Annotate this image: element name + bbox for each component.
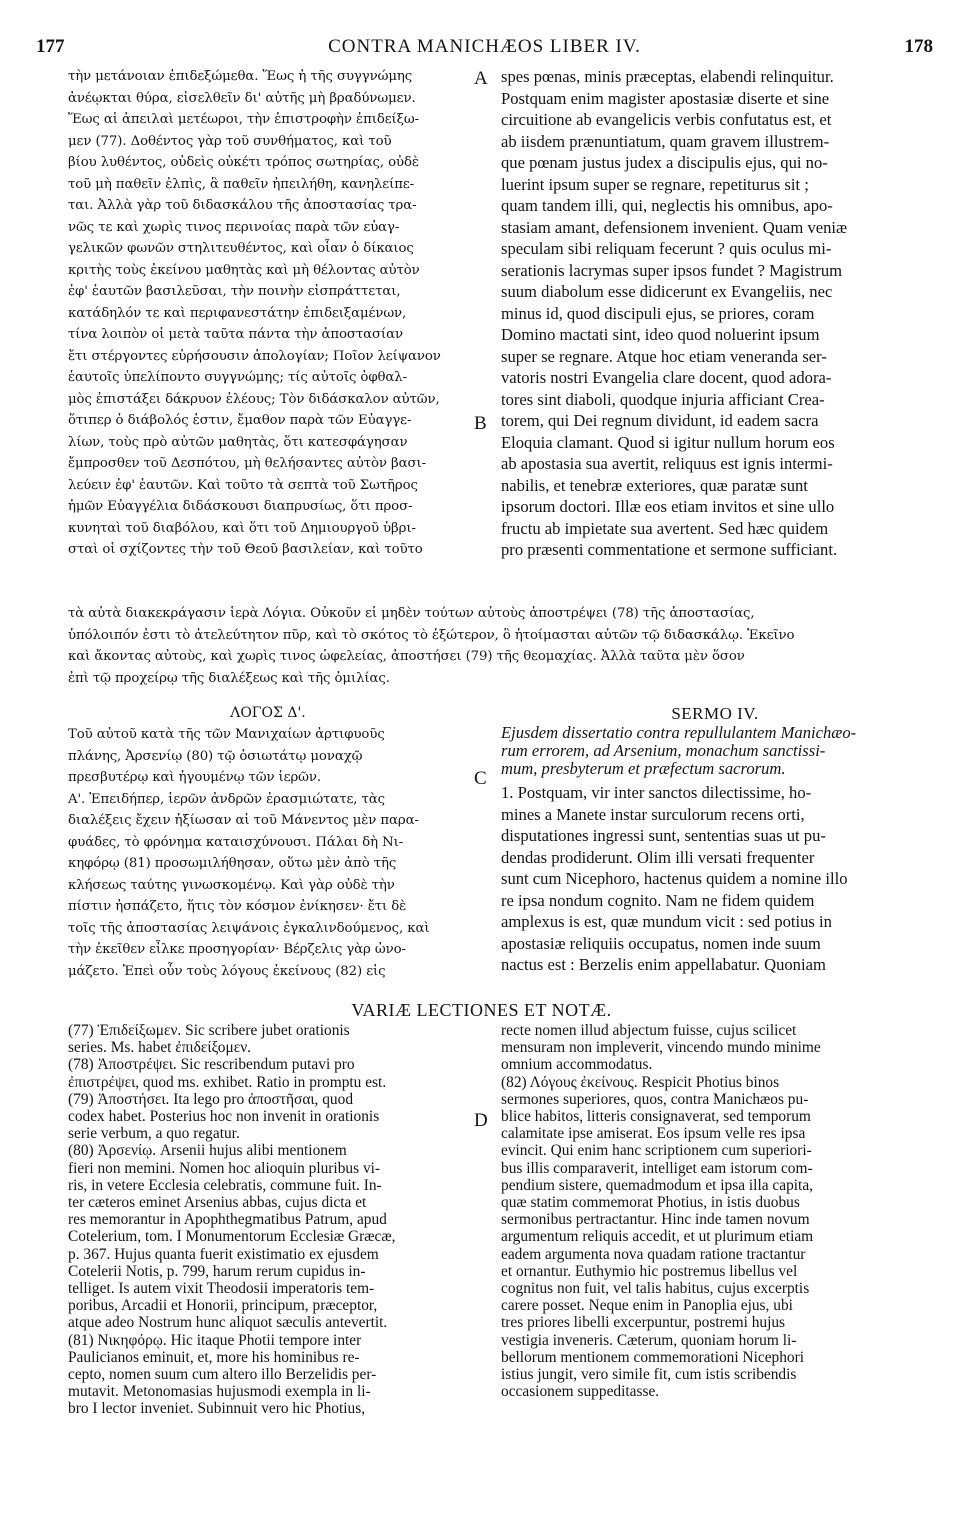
note-line: omnium accommodatus.	[501, 1056, 653, 1074]
latin-text-line: serationis lacrymas super ipsos fundet ? Magistrum	[501, 260, 843, 280]
latin-text-line: suum diabolum esse didicerunt ex Evangeliis, nec	[501, 282, 833, 301]
note-line: pendium sistere, quemadmodum et ipsa illa capita,	[501, 1176, 814, 1194]
latin-text-line: pro præsenti commentatione et sermone sufficiant.	[501, 540, 838, 559]
greek-text-line: διαλέξεις ἔχειν ἠξίωσαν αἱ τοῦ Μάνεντος μὲν παρα-	[68, 813, 419, 828]
note-line: p. 367. Hujus quanta fuerit existimatio ex ejusdem	[68, 1245, 379, 1263]
greek-subtitle-line: πλάνης, Ἀρσενίῳ (80) τῷ ὁσιωτάτῳ μοναχῷ	[68, 748, 363, 764]
notes-column-right	[501, 1022, 929, 1400]
greek-text-line: κατάδηλόν τε καὶ περιφανεστάτην ἐπιδειξαμένων,	[68, 305, 407, 321]
latin-text-line: nactus est : Berzelis enim appellabatur. Quoniam	[501, 955, 826, 974]
note-line: mensuram non impleverit, vincendo mundo minime	[501, 1039, 821, 1057]
latin-section-subtitle	[501, 724, 929, 778]
note-line: sermones superiores, quos, contra Manichæos pu-	[501, 1090, 809, 1108]
greek-full-width	[68, 603, 928, 689]
note-line: mutavit. Metonomasias hujusmodi exempla in li-	[68, 1383, 371, 1401]
latin-text-line: ab apostasia sua avertit, reliquus est ignis intermi-	[501, 454, 833, 473]
page-number-right: 178	[904, 36, 933, 57]
greek-text-line: μεν (77). Δοθέντος γὰρ τοῦ συνθήματος, καὶ τοῦ	[68, 133, 392, 149]
note-line: (79) Ἀποστήσει. Ita lego pro ἀποστῆσαι, quod	[68, 1090, 354, 1108]
latin-text-line: spes pœnas, minis præceptas, elabendi relinquitur.	[501, 67, 834, 86]
greek-text-line: τίνα λοιπὸν οἱ μετὰ ταῦτα πάντα τὴν ἀποστασίαν	[68, 327, 403, 342]
note-line: tres priores libelli excerpuntur, postremi hujus	[501, 1314, 786, 1332]
note-line: telliget. Is autem vixit Theodosii imperatoris tem-	[68, 1280, 375, 1298]
greek-text-line: βίου λυθέντος, οὐδεὶς οὐκέτι τρόπος σωτηρίας, οὐδὲ	[68, 155, 419, 170]
latin-text-line: amplexus is est, quæ mundum vicit : sed potius in	[501, 912, 832, 931]
note-line: quæ statim commemorat Photius, in istis duobus	[501, 1194, 800, 1212]
greek-text-line: κηφόρῳ (81) προσωμιλήθησαν, οὕτω μὲν ἀπὸ τῆς	[68, 856, 397, 871]
note-line: blice habitos, litteris consignaverat, sed temporum	[501, 1108, 811, 1126]
note-line: recte nomen illud abjectum fuisse, cujus scilicet	[501, 1022, 797, 1039]
latin-text-line: vatoris nostri Evangelia clare docent, quod adora-	[501, 368, 832, 387]
latin-text-line: quam tandem illi, qui, neglectis his omnibus, apo-	[501, 196, 833, 215]
note-line: cepto, nomen suum cum altero illo Berzelidis per-	[68, 1366, 377, 1384]
greek-section-heading: ΛΟΓΟΣ Δ'.	[230, 705, 306, 721]
latin-text-line: Domino mactati sint, ideo quod noluerint ipsum	[501, 325, 820, 344]
latin-text-line: ab iisdem prænuntiatum, quam gravem illustrem-	[501, 131, 830, 151]
greek-text-line: ἀνέῳκται θύρα, εἰσελθεῖν δι' αὐτῆς μὴ βραδύνωμεν.	[68, 90, 416, 106]
greek-text-line: τὰ αὐτὰ διακεκράγασιν ἱερὰ Λόγια. Οὐκοῦν εἰ μηδὲν τούτων αὐτοὺς ἀποστρέψει (78) τῆς ἀποστασίας,	[68, 606, 755, 621]
note-line: istius jungit, vero simile fit, cum istis scribendis	[501, 1366, 797, 1384]
greek-text-line: ὑπόλοιπόν ἐστι τὸ ἀτελεύτητον πῦρ, καὶ τὸ σκότος τὸ ἐξώτερον, ὃ ἡτοίμασται αὐτῶν τῷ διδασκάλῳ. Ἐκεῖνο	[68, 627, 795, 643]
greek-text-line: ἔτι στέργοντες εὑρήσουσιν ἀπολογίαν; Ποῖον λείψανον	[68, 348, 441, 364]
greek-column-top	[68, 66, 468, 561]
note-line: bellorum mentionem commemorationi Nicephori	[501, 1348, 805, 1366]
latin-text-line: dendas prodiderunt. Olim illi versati frequenter	[501, 847, 815, 867]
running-header	[36, 36, 933, 60]
greek-text-line: τοῖς τῆς ἀποστασίας λειψάνοις ἐγκαλινδούμενος, καὶ	[68, 920, 430, 936]
notes-heading: VARIÆ LECTIONES ET NOTÆ.	[351, 1000, 612, 1020]
latin-text-line: Postquam enim magister apostasiæ diserte et sine	[501, 88, 830, 108]
greek-text-line: ἐφ' ἑαυτῶν βασιλεῦσαι, τὴν ποινὴν εἰσπράττεται,	[68, 284, 401, 299]
note-line: (77) Ἐπιδείξωμεν. Sic scribere jubet orationis	[68, 1022, 350, 1039]
latin-text-line: sunt cum Nicephoro, hactenus quidem a nomine illo	[501, 869, 848, 888]
greek-section-subtitle	[68, 724, 468, 789]
note-line: ἐπιστρέψει, quod ms. exhibet. Ratio in promptu est.	[68, 1073, 387, 1091]
greek-text-line: τοῦ μὴ παθεῖν ἐλπὶς, ἃ παθεῖν ἠπειλήθη, κανηλείπε-	[68, 176, 415, 192]
greek-subtitle-line: Τοῦ αὐτοῦ κατὰ τῆς τῶν Μανιχαίων ἀρτιφυοῦς	[68, 727, 385, 742]
latin-subtitle-line: mum, presbyterum et præfectum sacrorum.	[501, 760, 786, 778]
latin-section-heading: SERMO IV.	[671, 704, 759, 723]
greek-text-line: Ἕως αἱ ἀπειλαὶ μετέωροι, τὴν ἐπιστροφὴν ἐπιδείξω-	[68, 112, 419, 127]
greek-text-line: ὅτιπερ ὁ διάβολός ἐστιν, ἔμαθον παρὰ τῶν Εὐαγγε-	[68, 413, 412, 428]
greek-text-line: καὶ ἄκοντας αὐτοὺς, καὶ χωρὶς τινος ὠφελείας, ἀποστήσει (79) τῆς θεομαχίας. Ἀλλὰ ταῦτα μὲν ὅσον	[68, 649, 745, 664]
note-line: eadem argumenta nova quadam ratione tractantur	[501, 1245, 806, 1263]
greek-text-line: ἔμπροσθεν τοῦ Δεσπότου, μὴ θελήσαντες αὐτὸν βασι-	[68, 456, 426, 471]
latin-text-line: super se regnare. Atque hoc etiam veneranda ser-	[501, 346, 827, 366]
greek-text-line: ἐπὶ τῷ προχείρῳ τῆς διαλέξεως καὶ τῆς ὁμιλίας.	[68, 670, 390, 686]
greek-text-line: μὸς ἐπιστάξει δάκρυον ἐλέους; Τὸν διδάσκαλον αὐτῶν,	[68, 391, 440, 407]
greek-text-line: ἑαυτοῖς ὑπελίποντο συγγνώμης; τίς αὐτοῖς ὀφθαλ-	[68, 370, 408, 385]
greek-text-line: κυνηταὶ τοῦ διαβόλου, καὶ ὅτι τοῦ Δημιουργοῦ ὑβρι-	[68, 520, 416, 536]
note-line: evincit. Qui enim hanc scriptionem cum superiori-	[501, 1142, 812, 1160]
greek-text-line: νῶς τε καὶ χωρὶς τινος περινοίας παρὰ τῶν εὐαγ-	[68, 219, 400, 235]
note-line: calamitate ipse amiserat. Eos ipsum velle res ipsa	[501, 1125, 806, 1143]
greek-text-line: μάζετο. Ἐπεὶ οὖν τοὺς λόγους ἐκείνους (82) εἰς	[68, 963, 386, 979]
latin-text-line: stasiam amant, defensionem invenient. Quam veniæ	[501, 217, 848, 237]
latin-text-line: disputationes ingressi sunt, sententias suas ut pu-	[501, 826, 826, 845]
greek-text-line: τὴν ἐκεῖθεν εἶλκε προσηγορίαν· Βέρζελις γὰρ ὠνο-	[68, 942, 406, 957]
latin-section-body	[501, 782, 929, 976]
note-line: argumentum reliquis accedit, et ut plurimum etiam	[501, 1228, 814, 1246]
note-line: vestigia inveneris. Cæterum, quoniam horum li-	[501, 1331, 797, 1349]
note-line: (82) Λόγους ἐκείνους. Respicit Photius binos	[501, 1073, 780, 1091]
latin-subtitle-line: Ejusdem dissertatio contra repullulantem Manichæo-	[501, 724, 857, 742]
greek-text-line: λεύειν ἐφ' ἑαυτῶν. Καὶ τοῦτο τὰ σεπτὰ τοῦ Σωτῆρος	[68, 477, 418, 493]
note-line: res memorantur in Apophthegmatibus Patrum, apud	[68, 1211, 387, 1229]
greek-text-line: σταὶ οἱ σχίζοντες τὴν τοῦ Θεοῦ βασιλείαν, καὶ τοῦτο	[68, 542, 423, 557]
latin-column-top	[501, 66, 929, 561]
latin-text-line: ipsorum doctori. Illæ eos etiam invitos et sine ullo	[501, 497, 835, 516]
running-title: CONTRA MANICHÆOS LIBER IV.	[328, 36, 641, 57]
latin-text-line: mines a Manete instar surculorum recens orti,	[501, 804, 805, 824]
note-line: Paulicianos eminuit, et, more his hominibus re-	[68, 1348, 360, 1366]
latin-text-line: torem, qui Dei regnum dividunt, id eadem sacra	[501, 411, 819, 430]
note-line: series. Ms. habet ἐπιδείξομεν.	[68, 1039, 252, 1057]
note-line: Cotelerii Notis, p. 799, harum rerum cupidus in-	[68, 1262, 366, 1280]
notes-column-left	[68, 1022, 473, 1418]
greek-text-line: κλήσεως ταύτης γινωσκομένῳ. Καὶ γὰρ οὐδὲ τὴν	[68, 877, 395, 893]
greek-text-line: ἡμῶν Εὐαγγέλια διδάσκουσι διαπρυσίως, ὅτι προσ-	[68, 499, 413, 514]
section-marker-b: B	[474, 413, 487, 434]
section-marker-d: D	[474, 1110, 488, 1131]
greek-text-line: τὴν μετάνοιαν ἐπιδεξώμεθα. Ἕως ἡ τῆς συγγνώμης	[68, 69, 413, 84]
latin-subtitle-line: rum errorem, ad Arsenium, monachum sanctissi-	[501, 742, 826, 760]
latin-text-line: apostasiæ reliquiis occupatus, nomen inde suum	[501, 933, 821, 953]
note-line: (80) Ἀρσενίῳ. Arsenii hujus alibi mentionem	[68, 1142, 347, 1160]
latin-text-line: que pœnam justus judex a discipulis ejus, qui no-	[501, 153, 828, 172]
latin-text-line: nabilis, et tenebræ exteriores, quæ paratæ sunt	[501, 475, 808, 495]
note-line: ter cæteros eminet Arsenius abbas, cujus dicta et	[68, 1194, 367, 1212]
note-line: (81) Νικηφόρῳ. Hic itaque Photii tempore inter	[68, 1331, 362, 1349]
latin-text-line: 1. Postquam, vir inter sanctos dilectissime, ho-	[501, 783, 812, 802]
note-line: carere posset. Neque enim in Panoplia ejus, ubi	[501, 1297, 793, 1315]
greek-subtitle-line: πρεσβυτέρῳ καὶ ἡγουμένῳ τῶν ἱερῶν.	[68, 770, 322, 785]
latin-text-line: circuitione ab evangelicis verbis confutatus est, et	[501, 110, 832, 129]
note-line: fieri non memini. Nomen hoc alioquin pluribus vi-	[68, 1159, 381, 1177]
latin-text-line: luerint ipsum super se regnare, repetiturus sit ;	[501, 174, 809, 194]
greek-section-body	[68, 789, 468, 983]
greek-text-line: Α'. Ἐπειδήπερ, ἱερῶν ἀνδρῶν ἐρασμιώτατε, τὰς	[68, 791, 385, 807]
note-line: atque adeo Nostrum hunc aliquot sæculis antevertit.	[68, 1314, 388, 1332]
greek-column-mid	[68, 703, 468, 982]
latin-column-mid	[501, 703, 929, 976]
latin-text-line: minus id, quod discipuli ejus, se priores, coram	[501, 303, 815, 323]
section-marker-a: A	[474, 68, 488, 89]
latin-text-line: speculam sibi reliquam fecerunt ? quis oculus mi-	[501, 239, 832, 258]
note-line: occasionem suppeditasse.	[501, 1383, 660, 1401]
note-line: sermonibus pertractantur. Hinc inde tamen novum	[501, 1211, 810, 1229]
latin-text-line: re ipsa nondum cognito. Nam ne fidem quidem	[501, 890, 815, 910]
note-line: (78) Ἀποστρέψει. Sic rescribendum putavi pro	[68, 1056, 355, 1074]
note-line: Cotelerium, tom. I Monumentorum Ecclesiæ Græcæ,	[68, 1228, 396, 1246]
note-line: codex habet. Posterius hoc non invenit in orationis	[68, 1108, 380, 1126]
note-line: ris, in vetere Ecclesia celebratis, commune fuit. In-	[68, 1176, 382, 1194]
greek-text-line: πίστιν ἠσπάζετο, ἥτις τὸν κόσμον ἐνίκησεν· ἔτι δὲ	[68, 899, 407, 914]
latin-text-line: tores sint diaboli, quodque injuria afficiant Crea-	[501, 389, 825, 409]
greek-text-line: λίων, τοὺς πρὸ αὐτῶν μαθητὰς, ὅτι κατεσφάγησαν	[68, 434, 408, 450]
greek-text-line: φυάδες, τὸ φρόνημα καταισχύνουσι. Πάλαι δὴ Νι-	[68, 834, 404, 850]
note-line: serie verbum, a quo regatur.	[68, 1125, 240, 1143]
note-line: cognitus non fuit, vel talis habitus, cujus excerptis	[501, 1280, 810, 1298]
greek-text-line: γελικῶν φωνῶν στηλιτευθέντος, καὶ οἷαν ὁ δίκαιος	[68, 241, 414, 256]
page-number-left: 177	[36, 36, 65, 57]
greek-text-line: κριτὴς τοὺς ἐκείνου μαθητὰς καὶ μὴ θέλοντας αὐτὸν	[68, 262, 420, 278]
note-line: bus illis comparaverit, intelliget eam istorum com-	[501, 1159, 813, 1177]
section-marker-c: C	[474, 768, 487, 789]
greek-text-line: ται. Ἀλλὰ γὰρ τοῦ διδασκάλου τῆς ἀποστασίας τρα-	[68, 198, 417, 213]
latin-text-line: fructu ab impietate sua avertent. Sed hæc quidem	[501, 518, 829, 538]
latin-text-line: Eloquia clamant. Quod si igitur nullum horum eos	[501, 432, 835, 452]
note-line: et ornantur. Euthymio hic postremus libellus vel	[501, 1262, 798, 1280]
note-line: poribus, Arcadii et Honorii, principum, præceptor,	[68, 1297, 378, 1315]
note-line: bro I lector inveniet. Subinnuit vero hic Photius,	[68, 1400, 366, 1418]
